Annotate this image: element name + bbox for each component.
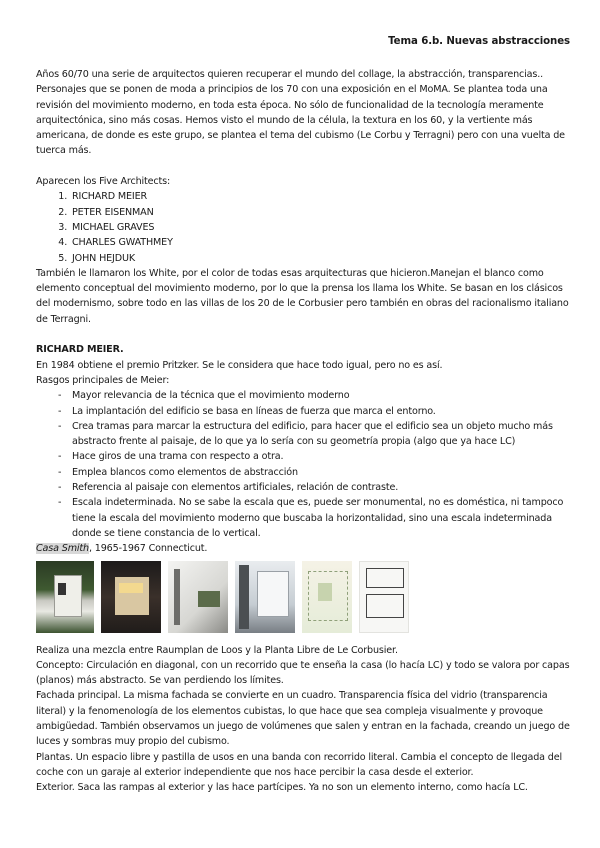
list-item: 5. JOHN HEJDUK bbox=[70, 251, 570, 266]
intro-paragraph: Años 60/70 una serie de arquitectos quieren recuperar el mundo del collage, la abstracción, transparencias.. Personajes que se ponen de moda a principios de los 70 con una exposición en el MoMA. Se plantea toda una revisión del movimiento moderno, en toda esta época. No sólo de funcionalidad de la tecnología meramente arquitectónica, sino más cosas. Hemos visto el mundo de la célula, la textura en los 60, y la vertiente más americana, de donde es este grupo, se plantea el tema del cubismo (Le Corbu y Terragni) pero con una vuelta de tuerca más. bbox=[36, 69, 565, 157]
casa-smith-exterior-night-photo bbox=[101, 561, 161, 633]
pritzker-paragraph: En 1984 obtiene el premio Pritzker. Se le considera que hace todo igual, pero no es así. bbox=[36, 359, 443, 371]
casa-smith-details: , 1965-1967 Connecticut. bbox=[88, 543, 208, 555]
casa-smith-interior-glazing-photo bbox=[235, 561, 295, 633]
list-item: - Emplea blancos como elementos de abstracción bbox=[36, 465, 570, 480]
casa-smith-interior-photo bbox=[168, 561, 228, 633]
five-architects-list bbox=[36, 189, 570, 265]
casa-smith-name: Casa Smith bbox=[36, 543, 89, 555]
casa-smith-floor-plans-image bbox=[359, 561, 409, 633]
list-item: - Referencia al paisaje con elementos artificiales, relación de contraste. bbox=[36, 480, 570, 495]
document-body bbox=[36, 67, 570, 795]
casa-smith-photo-strip bbox=[36, 561, 570, 633]
list-item: - Hace giros de una trama con respecto a otra. bbox=[36, 449, 570, 464]
list-item: - Mayor relevancia de la técnica que el movimiento moderno bbox=[36, 388, 570, 403]
list-item: - Crea tramas para marcar la estructura del edificio, para hacer que el edificio sea un objeto mucho más abstracto frente al paisaje, de lo que ya lo sería con su geometría propia (algo que ya hace LC) bbox=[36, 419, 570, 450]
traits-list bbox=[36, 388, 570, 541]
analysis-paragraph: Concepto: Circulación en diagonal, con un recorrido que te enseña la casa (lo hacía LC) y todo se valora por capas (planos) más abstracto. Se van perdiendo los límites. bbox=[36, 659, 570, 687]
five-architects-intro: Aparecen los Five Architects: bbox=[36, 176, 171, 188]
analysis-paragraph: Realiza una mezcla entre Raumplan de Loos y la Planta Libre de Le Corbusier. bbox=[36, 644, 398, 656]
traits-intro: Rasgos principales de Meier: bbox=[36, 374, 170, 386]
spacer bbox=[36, 159, 570, 174]
list-item: 3. MICHAEL GRAVES bbox=[70, 220, 570, 235]
list-item: 4. CHARLES GWATHMEY bbox=[70, 235, 570, 250]
list-item: 1. RICHARD MEIER bbox=[70, 189, 570, 204]
casa-smith-caption bbox=[36, 541, 570, 556]
white-paragraph: También le llamaron los White, por el color de todas esas arquitecturas que hicieron.Manejan el blanco como elemento conceptual del movimiento moderno, por lo que la prensa los llama los White. Se basan en los clásicos del modernismo, sobre todo en las villas de los 20 de le Corbusier pero también en obras del racionalismo italiano de Terragni. bbox=[36, 267, 569, 325]
list-item: - Escala indeterminada. No se sabe la escala que es, puede ser monumental, no es doméstica, ni tampoco tiene la escala del movimiento moderno que buscaba la horizontalidad, sino una escala indeterminada donde se tiene constancia de lo vertical. bbox=[36, 495, 570, 541]
document-title: Tema 6.b. Nuevas abstracciones bbox=[388, 36, 570, 47]
analysis-paragraph: Exterior. Saca las rampas al exterior y las hace partícipes. Ya no son un elemento interno, como hacía LC. bbox=[36, 782, 528, 794]
casa-smith-site-plan-image bbox=[302, 561, 352, 633]
list-item: - La implantación del edificio se basa en líneas de fuerza que marca el entorno. bbox=[36, 404, 570, 419]
meier-heading: RICHARD MEIER. bbox=[36, 344, 124, 356]
casa-smith-exterior-day-photo bbox=[36, 561, 94, 633]
analysis-paragraph: Plantas. Un espacio libre y pastilla de usos en una banda con recorrido literal. Cambia el concepto de llegada del coche con un garaje al exterior independiente que nos hace percibir la casa desde el exterior. bbox=[36, 751, 562, 778]
analysis-paragraph: Fachada principal. La misma fachada se convierte en un cuadro. Transparencia física del vidrio (transparencia literal) y la fenomenología de los elementos cubistas, lo que hace que sea compleja visualmente y provoque ambigüedad. También observamos un juego de volúmenes que salen y entran en la fachada, creando un juego de luces y sombras muy propio del cubismo. bbox=[36, 690, 570, 748]
list-item: 2. PETER EISENMAN bbox=[70, 205, 570, 220]
spacer bbox=[36, 327, 570, 342]
